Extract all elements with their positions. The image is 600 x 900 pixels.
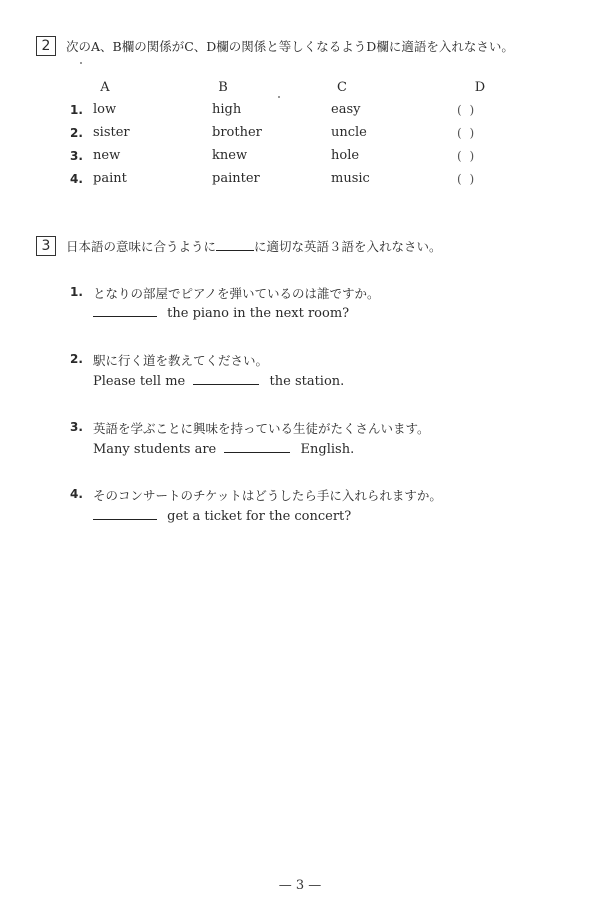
english-sentence <box>93 374 344 389</box>
sentence-after-blank: get a ticket for the concert? <box>167 509 352 524</box>
row-number: 4. <box>70 172 83 186</box>
answer-blank-line[interactable] <box>93 509 157 520</box>
stray-mark <box>80 62 82 64</box>
row-number: 3. <box>70 149 83 163</box>
sentence-before-blank: Many students are <box>93 442 217 457</box>
cell-a: new <box>93 148 121 163</box>
cell-a: sister <box>93 125 130 140</box>
cell-b: painter <box>212 171 260 186</box>
column-header-d: D <box>474 80 486 95</box>
question-instruction: 次のA、B欄の関係がC、D欄の関係と等しくなるようD欄に適語を入れなさい。 <box>66 39 514 54</box>
english-sentence <box>93 306 349 321</box>
sentence-after-blank: the piano in the next room? <box>167 306 350 321</box>
answer-blank-paren[interactable]: ( ) <box>457 149 477 163</box>
cell-c: hole <box>331 148 360 163</box>
answer-blank-paren[interactable]: ( ) <box>457 126 477 140</box>
instruction-text-post: に適切な英語３語を入れなさい。 <box>254 239 442 254</box>
item-number: 4. <box>70 487 83 501</box>
english-sentence <box>93 509 351 524</box>
item-number: 2. <box>70 352 83 366</box>
japanese-sentence: となりの部屋でピアノを弾いているのは誰ですか。 <box>93 286 380 301</box>
item-number: 3. <box>70 420 83 434</box>
sentence-after-blank: English. <box>300 442 355 457</box>
question-instruction <box>66 237 442 255</box>
cell-b: high <box>212 102 242 117</box>
column-header-b: B <box>218 80 228 95</box>
cell-c: easy <box>331 102 361 117</box>
column-header-a: A <box>100 80 110 95</box>
instruction-blank-line <box>216 240 254 251</box>
sentence-before-blank: Please tell me <box>93 374 186 389</box>
japanese-sentence: 駅に行く道を教えてください。 <box>93 353 269 368</box>
answer-blank-line[interactable] <box>93 306 157 317</box>
cell-c: music <box>331 171 370 186</box>
cell-a: paint <box>93 171 127 186</box>
question-number-box: 3 <box>36 236 56 256</box>
answer-blank-line[interactable] <box>224 442 290 453</box>
answer-blank-paren[interactable]: ( ) <box>457 172 477 186</box>
japanese-sentence: そのコンサートのチケットはどうしたら手に入れられますか。 <box>93 488 442 503</box>
row-number: 2. <box>70 126 83 140</box>
question-number-box: 2 <box>36 36 56 56</box>
cell-c: uncle <box>331 125 367 140</box>
sentence-after-blank: the station. <box>269 374 345 389</box>
cell-b: brother <box>212 125 262 140</box>
answer-blank-line[interactable] <box>193 374 259 385</box>
column-header-c: C <box>337 80 347 95</box>
item-number: 1. <box>70 285 83 299</box>
cell-b: knew <box>212 148 248 163</box>
cell-a: low <box>93 102 117 117</box>
answer-blank-paren[interactable]: ( ) <box>457 103 477 117</box>
page-number: — 3 — <box>278 878 322 893</box>
japanese-sentence: 英語を学ぶことに興味を持っている生徒がたくさんいます。 <box>93 421 430 436</box>
english-sentence <box>93 442 354 457</box>
instruction-text-pre: 日本語の意味に合うように <box>66 239 217 254</box>
row-number: 1. <box>70 103 83 117</box>
stray-mark <box>278 96 280 98</box>
